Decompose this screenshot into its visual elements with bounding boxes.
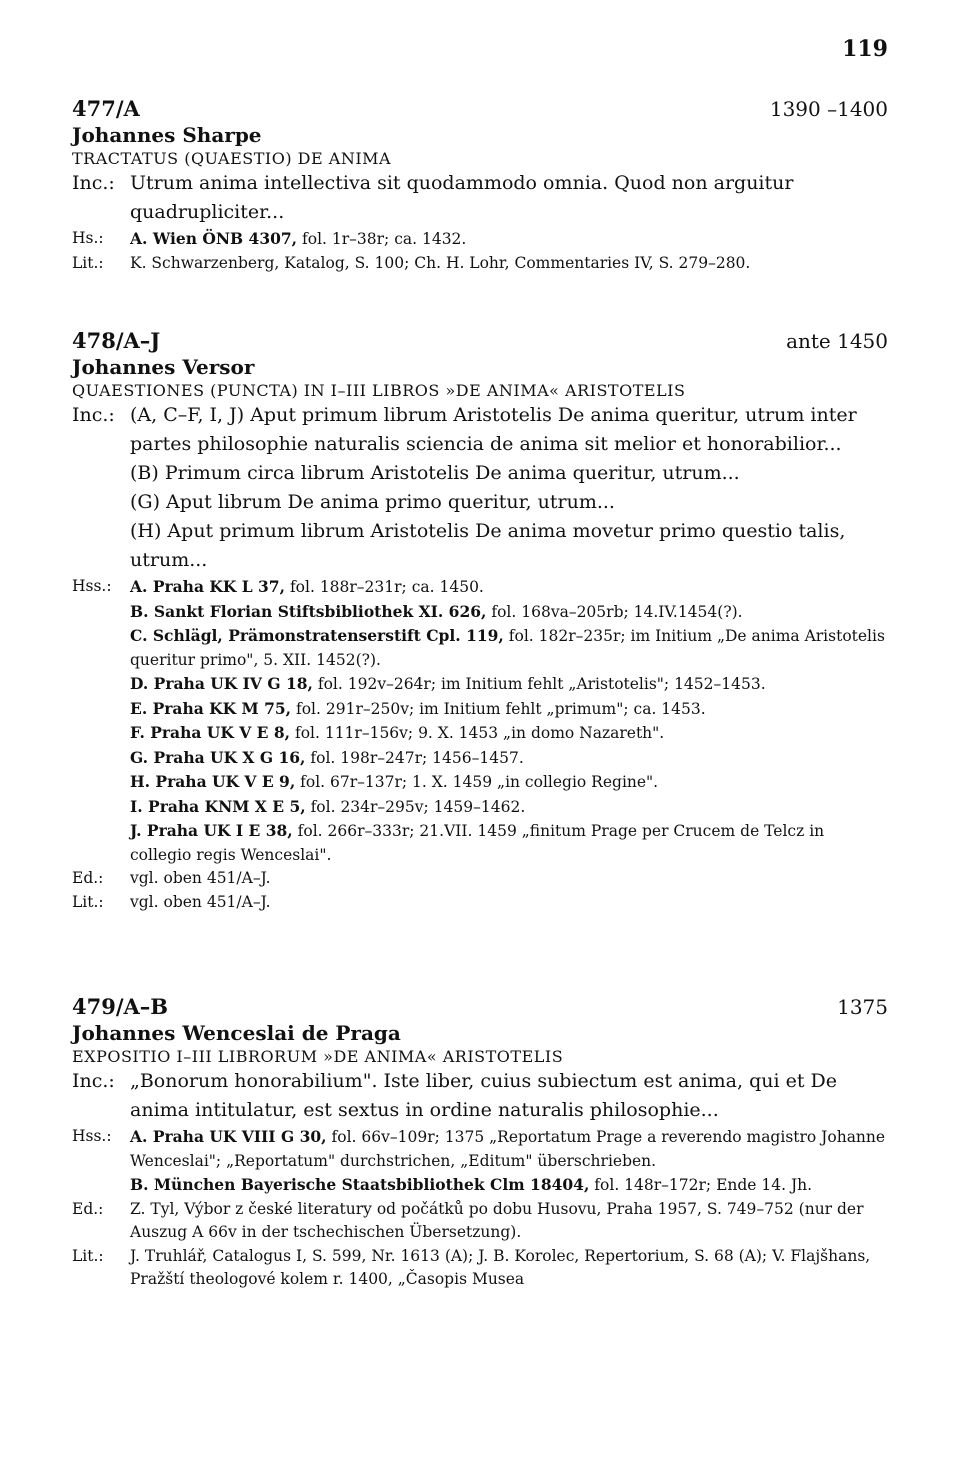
manuscripts-label: Hss.: [72, 1127, 112, 1145]
manuscript-signature: F. Praha UK V E 8, [130, 723, 291, 742]
incipit-variant: (B) Primum circa librum Aristotelis De anima queritur, utrum... [130, 462, 740, 484]
page-number: 119 [842, 36, 888, 62]
manuscripts [72, 575, 888, 867]
incipit [72, 169, 888, 227]
entry-header [72, 328, 888, 353]
manuscript-signature: B. Sankt Florian Stiftsbibliothek XI. 626, [130, 601, 487, 621]
entry-478 [72, 328, 888, 914]
manuscript-list [130, 575, 888, 867]
incipit-variant: (A, C–F, I, J) Aput primum librum Aristotelis De anima queritur, utrum inter partes philosophie naturalis sciencia de anima sit melior et honorabilior... [130, 404, 857, 455]
edition-label: Ed.: [72, 869, 104, 887]
manuscript-details: fol. 266r–333r; 21.VII. 1459 „finitum Prage per Crucem de Telcz in collegio regis Wenceslai". [130, 822, 825, 864]
manuscript-item [130, 600, 888, 625]
entry-author: Johannes Sharpe [72, 123, 262, 147]
manuscript-details: fol. 168va–205rb; 14.IV.1454(?). [491, 602, 743, 621]
incipit-text: „Bonorum honorabilium". Iste liber, cuius subiectum est anima, qui et De anima intitulatur, est sextus in ordine naturalis philosophie... [130, 1070, 837, 1121]
manuscript-details: fol. 148r–172r; Ende 14. Jh. [594, 1176, 813, 1194]
entry-479 [72, 994, 888, 1292]
manuscript-signature: B. München Bayerische Staatsbibliothek Clm 18404, [130, 1175, 590, 1194]
entry-date: ante 1450 [786, 329, 888, 353]
manuscript-item [130, 624, 888, 672]
manuscript-item [130, 1125, 888, 1173]
edition [72, 1198, 888, 1245]
entry-id: 477/A [72, 96, 140, 121]
manuscript-signature: G. Praha UK X G 16, [130, 747, 306, 767]
incipit-text: Utrum anima intellectiva sit quodammodo omnia. Quod non arguitur quadrupliciter... [130, 172, 794, 223]
manuscripts [72, 1125, 888, 1198]
incipit-label: Inc.: [72, 1070, 115, 1092]
entry-author: Johannes Wenceslai de Praga [72, 1021, 401, 1045]
literature [72, 891, 888, 915]
literature-text: J. Truhlář, Catalogus I, S. 599, Nr. 1613 (A); J. B. Korolec, Repertorium, S. 68 (A); V. Flajšhans, Pražští theologové kolem r. 1400, „Časopis Musea [130, 1246, 871, 1288]
manuscript-details: fol. 67r–137r; 1. X. 1459 „in collegio Regine". [300, 773, 659, 791]
manuscripts-label: Hss.: [72, 577, 112, 595]
literature-label: Lit.: [72, 892, 104, 911]
entry-author: Johannes Versor [72, 355, 255, 379]
manuscript-details: fol. 66v–109r; 1375 „Reportatum Prage a reverendo magistro Johanne Wenceslai"; „Reportatum" durchstrichen, „Editum" überschrieben. [130, 1128, 886, 1170]
manuscript-text [130, 227, 888, 252]
entry-title: QUAESTIONES (PUNCTA) IN I–III LIBROS »DE ANIMA« ARISTOTELIS [72, 381, 686, 400]
manuscript-item [130, 697, 888, 722]
incipit [72, 401, 888, 575]
incipit-variant: (G) Aput librum De anima primo queritur, utrum... [130, 491, 615, 513]
incipit-label: Inc.: [72, 172, 115, 194]
incipit [72, 1067, 888, 1125]
literature-label: Lit.: [72, 1246, 104, 1265]
manuscript-details: fol. 188r–231r; ca. 1450. [289, 578, 484, 596]
manuscript-item [130, 1173, 888, 1198]
entry-header [72, 994, 888, 1019]
manuscript-signature: C. Schlägl, Prämonstratenserstift Cpl. 119, [130, 626, 504, 645]
entry-id: 479/A–B [72, 994, 169, 1019]
edition-label: Ed.: [72, 1199, 104, 1218]
incipit-label: Inc.: [72, 404, 115, 426]
manuscript-item [130, 721, 888, 746]
manuscript-details: fol. 291r–250v; im Initium fehlt „primum"; ca. 1453. [295, 699, 706, 718]
entry-477 [72, 96, 888, 275]
manuscript-list [130, 1125, 888, 1198]
manuscript-signature: A. Praha UK VIII G 30, [130, 1127, 327, 1146]
literature-text: K. Schwarzenberg, Katalog, S. 100; Ch. H. Lohr, Commentaries IV, S. 279–280. [130, 253, 751, 272]
literature-text: vgl. oben 451/A–J. [130, 892, 271, 911]
manuscript-item [130, 672, 888, 697]
manuscript-details: fol. 111r–156v; 9. X. 1453 „in domo Nazareth". [294, 724, 665, 742]
edition [72, 867, 888, 891]
manuscript [72, 227, 888, 252]
incipit-list [130, 401, 888, 575]
incipit-variant: (H) Aput primum librum Aristotelis De anima movetur primo questio talis, utrum... [130, 520, 846, 571]
manuscript-item [130, 819, 888, 867]
manuscript-signature: H. Praha UK V E 9, [130, 772, 296, 791]
literature-label: Lit.: [72, 253, 104, 272]
entry-id: 478/A–J [72, 328, 161, 353]
manuscript-signature: A. Praha KK L 37, [130, 577, 285, 596]
entry-title: TRACTATUS (QUAESTIO) DE ANIMA [72, 149, 392, 168]
entry-date: 1390 –1400 [769, 97, 888, 121]
manuscript-details: fol. 182r–235r; im Initium „De anima Aristotelis queritur primo", 5. XII. 1452(?). [130, 627, 885, 669]
manuscript-signature: E. Praha KK M 75, [130, 698, 292, 718]
literature [72, 1245, 888, 1292]
manuscript-signature: A. Wien ÖNB 4307, [130, 229, 298, 248]
entry-date: 1375 [837, 995, 888, 1019]
entry-title: EXPOSITIO I–III LIBRORUM »DE ANIMA« ARISTOTELIS [72, 1047, 564, 1066]
edition-text: Z. Tyl, Výbor z české literatury od počátků po dobu Husovu, Praha 1957, S. 749–752 (nur der Auszug A 66v in der tschechischen Übersetzung). [130, 1199, 864, 1241]
manuscript-item [130, 795, 888, 820]
manuscript-signature: I. Praha KNM X E 5, [130, 796, 306, 816]
manuscript-label: Hs.: [72, 229, 104, 247]
manuscript-details: fol. 192v–264r; im Initium fehlt „Aristotelis"; 1452–1453. [317, 675, 766, 693]
literature [72, 252, 888, 276]
manuscript-signature: J. Praha UK I E 38, [130, 821, 293, 840]
manuscript-item [130, 575, 888, 600]
manuscript-details: fol. 198r–247r; 1456–1457. [310, 748, 524, 767]
entry-header [72, 96, 888, 121]
manuscript-details: fol. 234r–295v; 1459–1462. [310, 797, 526, 816]
edition-text: vgl. oben 451/A–J. [130, 869, 271, 887]
manuscript-item [130, 770, 888, 795]
manuscript-signature: D. Praha UK IV G 18, [130, 674, 313, 693]
manuscript-item [130, 746, 888, 771]
manuscript-details: fol. 1r–38r; ca. 1432. [302, 230, 467, 248]
